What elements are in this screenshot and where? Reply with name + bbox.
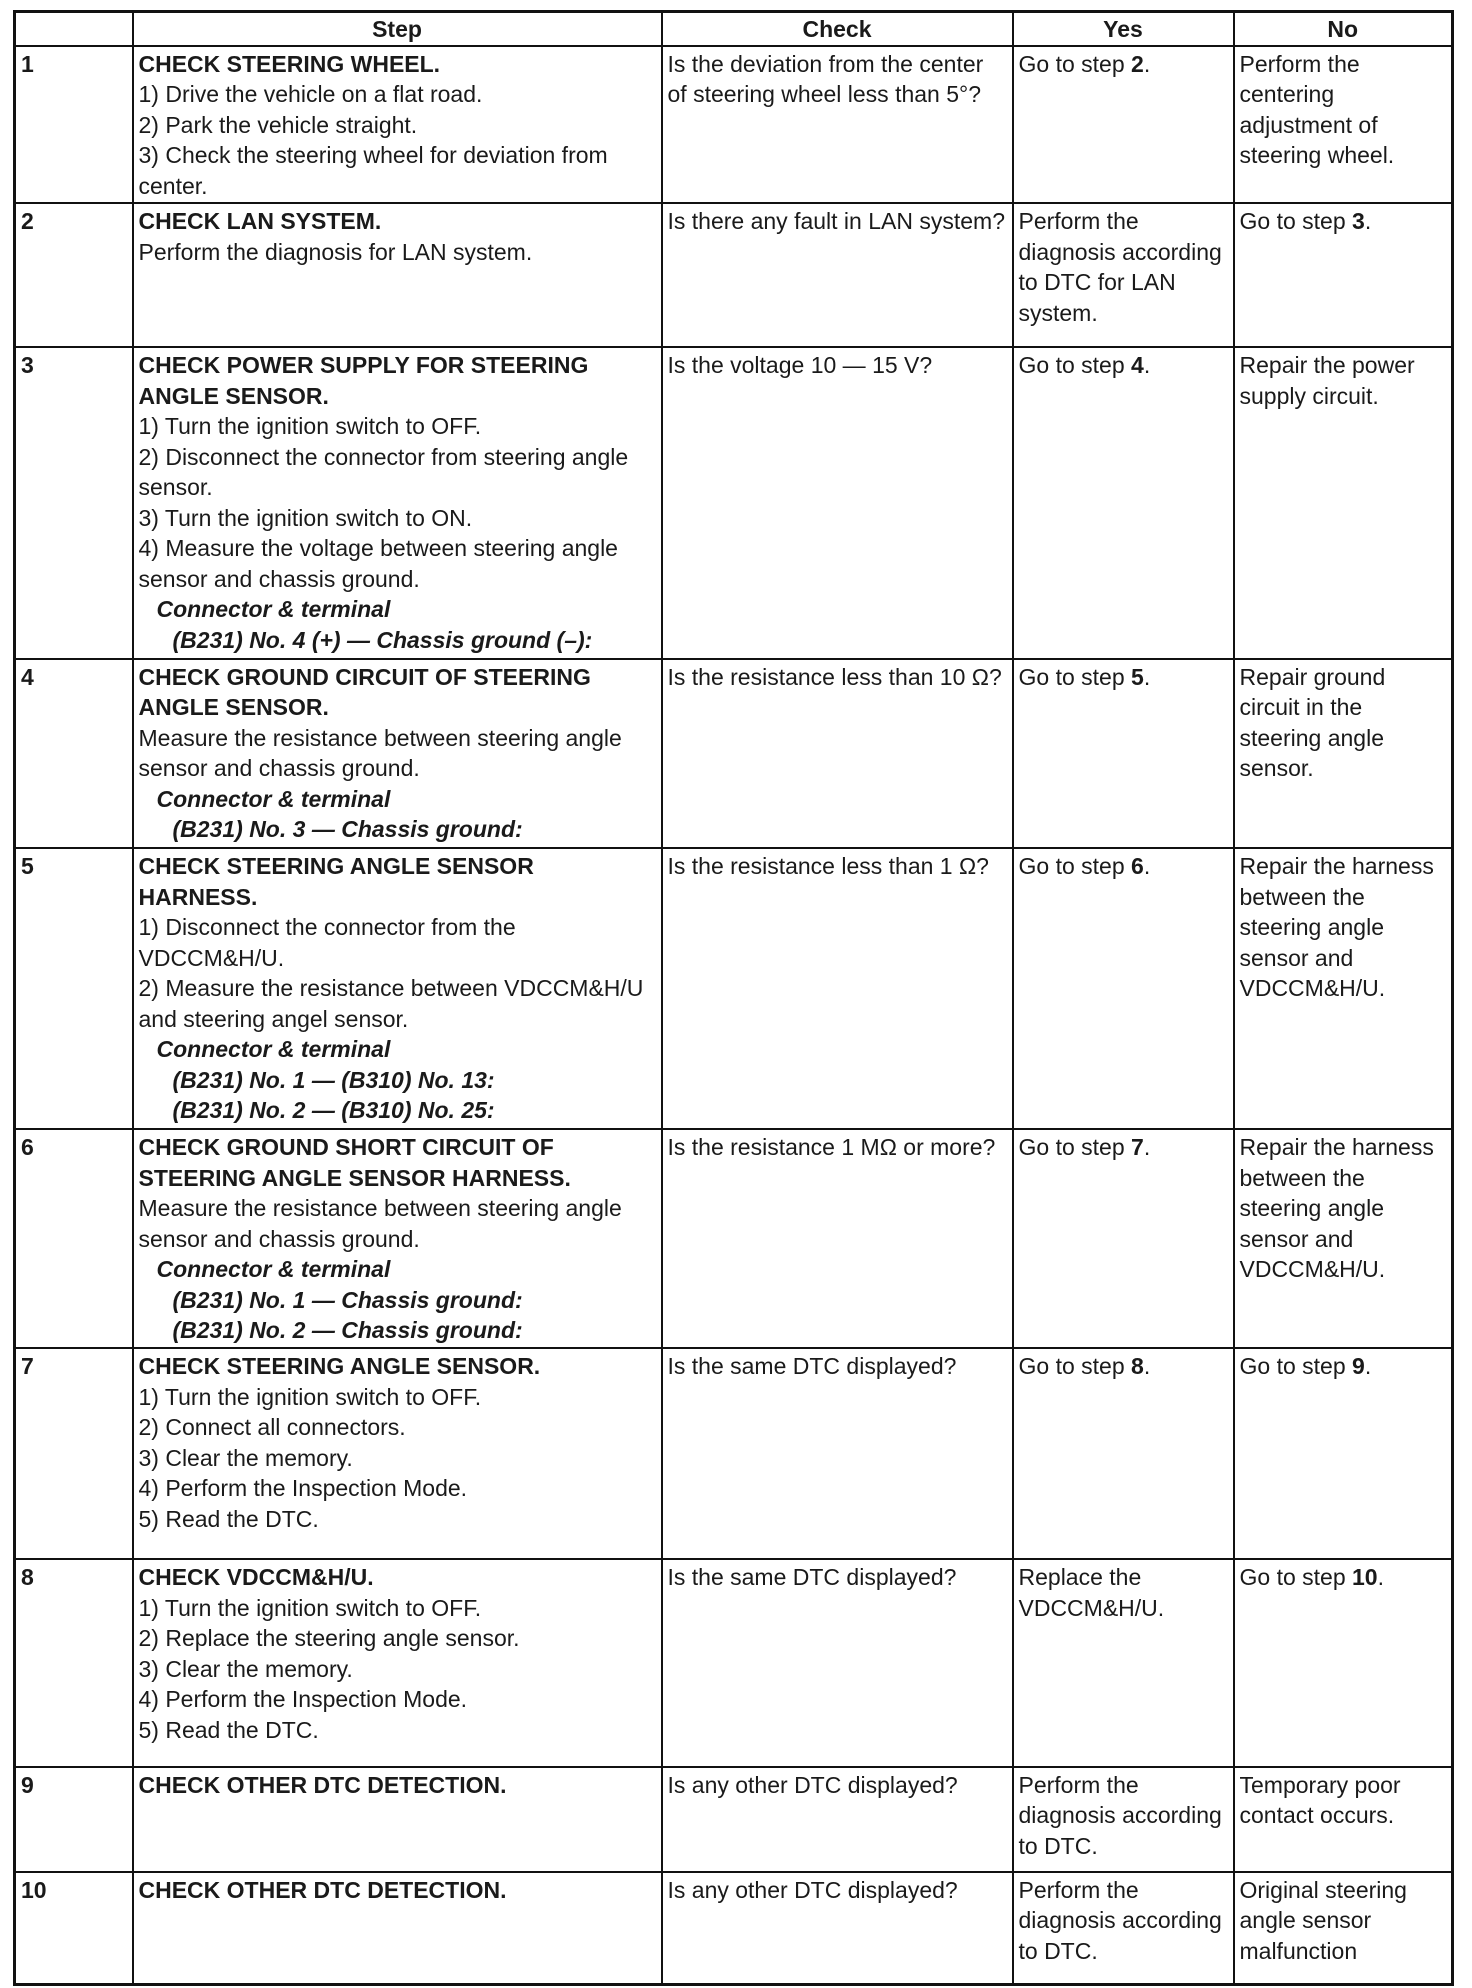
connector-terminal-value: (B231) No. 1 — Chassis ground:: [172, 1286, 523, 1313]
goto-step-period: .: [1143, 853, 1151, 880]
check-question: Is the resistance less than 10 Ω?: [667, 663, 1002, 690]
check-cell: [662, 1767, 1013, 1872]
table-row: [15, 1129, 1453, 1348]
step-instruction: 2) Disconnect the connector from steering angle sensor.: [138, 443, 629, 501]
yes-cell: [1013, 1872, 1234, 1985]
step-number: 10: [15, 1872, 133, 1985]
check-question: Is any other DTC displayed?: [667, 1771, 958, 1798]
step-number: 6: [15, 1129, 133, 1348]
goto-step-period: .: [1377, 1564, 1384, 1591]
step-instruction: 2) Park the vehicle straight.: [138, 111, 418, 138]
step-number: 1: [15, 46, 133, 204]
step-instruction: 1) Turn the ignition switch to OFF.: [138, 413, 482, 440]
step-title: CHECK GROUND CIRCUIT OF STEERING ANGLE SENSOR.: [138, 663, 591, 721]
yes-action-text: Go to step: [1018, 853, 1132, 880]
step-instruction: 5) Read the DTC.: [138, 1716, 319, 1743]
check-question: Is the same DTC displayed?: [667, 1564, 957, 1591]
step-instruction: 1) Turn the ignition switch to OFF.: [138, 1383, 482, 1410]
goto-step-number: 10: [1352, 1564, 1378, 1591]
step-instruction: 4) Measure the voltage between steering angle sensor and chassis ground.: [138, 535, 618, 592]
yes-action-text: Go to step: [1018, 352, 1132, 379]
step-instruction: 2) Replace the steering angle sensor.: [138, 1625, 520, 1652]
check-question: Is the voltage 10 — 15 V?: [667, 352, 933, 379]
diagnostic-procedure-table: [13, 10, 1454, 1986]
step-title: CHECK STEERING ANGLE SENSOR.: [138, 1353, 541, 1380]
step-cell: [133, 848, 662, 1129]
goto-step-period: .: [1143, 50, 1151, 77]
no-cell: [1234, 203, 1453, 347]
goto-step-period: .: [1143, 352, 1151, 379]
step-cell: [133, 46, 662, 204]
step-cell: [133, 203, 662, 347]
step-instruction: 2) Measure the resistance between VDCCM&H/U and steering angel sensor.: [138, 975, 644, 1032]
step-title: CHECK VDCCM&H/U.: [138, 1564, 374, 1591]
step-instruction: Measure the resistance between steering angle sensor and chassis ground.: [138, 1195, 622, 1252]
header-no: No: [1234, 12, 1453, 46]
goto-step-number: 6: [1131, 853, 1144, 880]
step-instruction: 1) Drive the vehicle on a flat road.: [138, 81, 483, 107]
check-question: Is there any fault in LAN system?: [667, 208, 1005, 235]
table-row: [15, 1767, 1453, 1872]
step-instruction: 3) Turn the ignition switch to ON.: [138, 504, 473, 531]
no-action-text: Go to step: [1239, 208, 1353, 235]
check-question: Is the deviation from the center of steering wheel less than 5°?: [667, 50, 984, 107]
goto-step-period: .: [1143, 1353, 1151, 1380]
no-action-text: Repair the power supply circuit.: [1239, 352, 1415, 409]
goto-step-number: 8: [1131, 1353, 1144, 1380]
goto-step-number: 3: [1352, 208, 1365, 235]
table-header-row: [15, 12, 1453, 46]
step-instruction: 1) Turn the ignition switch to OFF.: [138, 1594, 482, 1621]
step-instruction: 3) Check the steering wheel for deviation from center.: [138, 142, 608, 199]
yes-action-text: Go to step: [1018, 50, 1132, 77]
no-action-text: Original steering angle sensor malfunction: [1239, 1876, 1407, 1964]
header-check: Check: [662, 12, 1013, 46]
step-number: 7: [15, 1348, 133, 1559]
yes-action-text: Perform the diagnosis according to DTC.: [1018, 1771, 1222, 1859]
goto-step-number: 5: [1131, 663, 1144, 690]
step-instruction: 5) Read the DTC.: [138, 1505, 319, 1532]
no-action-text: Perform the centering adjustment of steering wheel.: [1239, 50, 1395, 168]
no-action-text: Temporary poor contact occurs.: [1239, 1771, 1401, 1829]
connector-terminal-value: (B231) No. 1 — (B310) No. 13:: [172, 1066, 495, 1093]
step-instruction: Measure the resistance between steering angle sensor and chassis ground.: [138, 724, 622, 782]
yes-cell: [1013, 1559, 1234, 1767]
connector-terminal-label: Connector & terminal: [156, 1256, 391, 1283]
goto-step-period: .: [1364, 208, 1372, 235]
step-instruction: 1) Disconnect the connector from the VDCCM&H/U.: [138, 914, 516, 971]
step-cell: [133, 1129, 662, 1348]
step-number: 9: [15, 1767, 133, 1872]
step-title: CHECK POWER SUPPLY FOR STEERING ANGLE SENSOR.: [138, 352, 589, 409]
no-action-text: Go to step: [1239, 1353, 1353, 1380]
step-cell: [133, 659, 662, 849]
yes-cell: [1013, 347, 1234, 658]
header-step: Step: [133, 12, 662, 46]
step-title: CHECK OTHER DTC DETECTION.: [138, 1876, 507, 1903]
check-question: Is the same DTC displayed?: [667, 1353, 957, 1380]
check-cell: [662, 1559, 1013, 1767]
table-row: [15, 1348, 1453, 1559]
header-step-number: [15, 12, 133, 46]
step-number: 3: [15, 347, 133, 658]
connector-terminal-value: (B231) No. 3 — Chassis ground:: [172, 816, 523, 843]
connector-terminal-value: (B231) No. 4 (+) — Chassis ground (–):: [172, 626, 593, 653]
no-cell: [1234, 46, 1453, 204]
check-cell: [662, 347, 1013, 658]
header-yes: Yes: [1013, 12, 1234, 46]
table-row: [15, 848, 1453, 1129]
step-number: 5: [15, 848, 133, 1129]
step-cell: [133, 1872, 662, 1985]
step-instruction: 4) Perform the Inspection Mode.: [138, 1686, 468, 1713]
table-row: [15, 1559, 1453, 1767]
check-cell: [662, 1129, 1013, 1348]
no-action-text: Go to step: [1239, 1564, 1353, 1591]
connector-terminal-label: Connector & terminal: [156, 785, 391, 812]
yes-cell: [1013, 659, 1234, 849]
no-cell: [1234, 659, 1453, 849]
no-cell: [1234, 1129, 1453, 1348]
yes-action-text: Perform the diagnosis according to DTC for LAN system.: [1018, 208, 1222, 326]
connector-terminal-value: (B231) No. 2 — (B310) No. 25:: [172, 1097, 495, 1124]
check-cell: [662, 46, 1013, 204]
connector-terminal-label: Connector & terminal: [156, 596, 391, 623]
step-instruction: 2) Connect all connectors.: [138, 1414, 406, 1441]
step-instruction: 3) Clear the memory.: [138, 1444, 353, 1471]
goto-step-number: 4: [1131, 352, 1144, 379]
yes-cell: [1013, 203, 1234, 347]
table-row: [15, 203, 1453, 347]
step-title: CHECK OTHER DTC DETECTION.: [138, 1771, 507, 1798]
yes-action-text: Perform the diagnosis according to DTC.: [1018, 1876, 1222, 1964]
step-cell: [133, 1559, 662, 1767]
step-title: CHECK LAN SYSTEM.: [138, 208, 382, 235]
no-cell: [1234, 1767, 1453, 1872]
no-cell: [1234, 848, 1453, 1129]
goto-step-number: 7: [1131, 1134, 1144, 1161]
step-title: CHECK STEERING ANGLE SENSOR HARNESS.: [138, 853, 534, 910]
step-title: CHECK STEERING WHEEL.: [138, 50, 441, 77]
yes-action-text: Go to step: [1018, 1353, 1132, 1380]
step-instruction: Perform the diagnosis for LAN system.: [138, 238, 533, 265]
yes-cell: [1013, 1129, 1234, 1348]
check-cell: [662, 659, 1013, 849]
check-question: Is the resistance less than 1 Ω?: [667, 853, 989, 880]
no-action-text: Repair the harness between the steering angle sensor and VDCCM&H/U.: [1239, 853, 1434, 1002]
yes-cell: [1013, 1767, 1234, 1872]
check-cell: [662, 848, 1013, 1129]
step-cell: [133, 1767, 662, 1872]
step-number: 2: [15, 203, 133, 347]
check-cell: [662, 1872, 1013, 1985]
goto-step-period: .: [1364, 1353, 1372, 1380]
check-cell: [662, 1348, 1013, 1559]
step-instruction: 3) Clear the memory.: [138, 1655, 353, 1682]
goto-step-number: 9: [1352, 1353, 1365, 1380]
connector-terminal-label: Connector & terminal: [156, 1036, 391, 1063]
no-cell: [1234, 347, 1453, 658]
connector-terminal-value: (B231) No. 2 — Chassis ground:: [172, 1317, 523, 1344]
no-action-text: Repair the harness between the steering angle sensor and VDCCM&H/U.: [1239, 1134, 1434, 1283]
no-cell: [1234, 1872, 1453, 1985]
yes-action-text: Replace the VDCCM&H/U.: [1018, 1564, 1165, 1621]
check-cell: [662, 203, 1013, 347]
step-cell: [133, 1348, 662, 1559]
yes-action-text: Go to step: [1018, 663, 1132, 690]
yes-cell: [1013, 1348, 1234, 1559]
no-cell: [1234, 1559, 1453, 1767]
yes-cell: [1013, 46, 1234, 204]
step-number: 4: [15, 659, 133, 849]
step-cell: [133, 347, 662, 658]
goto-step-period: .: [1143, 1134, 1151, 1161]
goto-step-number: 2: [1131, 50, 1144, 77]
table-row: [15, 347, 1453, 658]
goto-step-period: .: [1143, 663, 1151, 690]
step-instruction: 4) Perform the Inspection Mode.: [138, 1475, 468, 1502]
yes-cell: [1013, 848, 1234, 1129]
check-question: Is any other DTC displayed?: [667, 1876, 958, 1903]
no-action-text: Repair ground circuit in the steering angle sensor.: [1239, 663, 1386, 782]
check-question: Is the resistance 1 MΩ or more?: [667, 1134, 996, 1161]
table-row: [15, 1872, 1453, 1985]
step-title: CHECK GROUND SHORT CIRCUIT OF STEERING ANGLE SENSOR HARNESS.: [138, 1134, 571, 1191]
table-row: [15, 46, 1453, 204]
no-cell: [1234, 1348, 1453, 1559]
yes-action-text: Go to step: [1018, 1134, 1132, 1161]
step-number: 8: [15, 1559, 133, 1767]
table-row: [15, 659, 1453, 849]
table-body: [15, 46, 1453, 1985]
